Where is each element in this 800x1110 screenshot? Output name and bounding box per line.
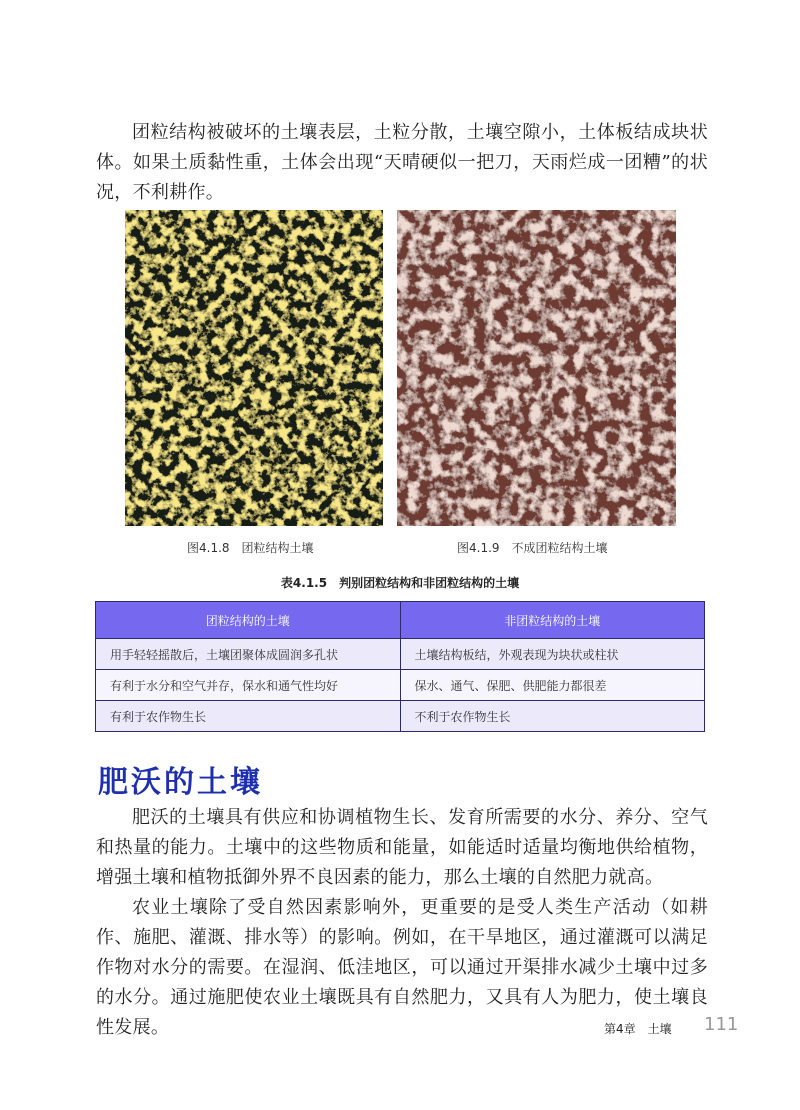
page-number: 111 <box>704 1014 739 1035</box>
table-header-non-granular: 非团粒结构的土壤 <box>400 602 705 639</box>
table-cell: 用手轻轻摇散后，土壤团聚体成圆润多孔状 <box>96 639 401 670</box>
non-granular-soil-photo <box>397 210 676 526</box>
table-cell: 保水、通气、保肥、供肥能力都很差 <box>400 670 705 701</box>
figure-caption-granular: 图4.1.8 团粒结构土壤 <box>187 541 314 555</box>
table-cell: 土壤结构板结，外观表现为块状或柱状 <box>400 639 705 670</box>
figure-caption-non-granular: 图4.1.9 不成团粒结构土壤 <box>457 541 608 555</box>
footer-chapter: 第4章 土壤 <box>604 1022 672 1036</box>
table-row <box>96 639 705 670</box>
table-row <box>96 670 705 701</box>
granular-soil-photo <box>125 210 383 526</box>
section-heading: 肥沃的土壤 <box>98 765 263 800</box>
table-header-row <box>96 602 705 639</box>
soil-comparison-table <box>95 601 705 732</box>
fertile-soil-paragraph: 肥沃的土壤具有供应和协调植物生长、发育所需要的水分、养分、空气和热量的能力。土壤中的这些物质和能量，如能适时适量均衡地供给植物，增强土壤和植物抵御外界不良因素的能力，那么土壤的自然肥力就高。 <box>96 807 708 888</box>
intro-paragraph: 团粒结构被破坏的土壤表层，土粒分散，土壤空隙小，土体板结成块状体。如果土质黏性重，土体会出现“天晴硬似一把刀，天雨烂成一团糟”的状况，不利耕作。 <box>96 122 708 203</box>
table-row <box>96 701 705 732</box>
table-title: 表4.1.5 判别团粒结构和非团粒结构的土壤 <box>280 576 520 590</box>
table-cell: 有利于农作物生长 <box>96 701 401 732</box>
table-header-granular: 团粒结构的土壤 <box>96 602 401 639</box>
table-cell: 不利于农作物生长 <box>400 701 705 732</box>
table-cell: 有利于水分和空气并存，保水和通气性均好 <box>96 670 401 701</box>
agricultural-soil-paragraph: 农业土壤除了受自然因素影响外，更重要的是受人类生产活动（如耕作、施肥、灌溉、排水等）的影响。例如，在干旱地区，通过灌溉可以满足作物对水分的需要。在湿润、低洼地区，可以通过开渠排水减少土壤中过多的水分。通过施肥使农业土壤既具有自然肥力，又具有人为肥力，使土壤良性发展。 <box>96 897 708 1038</box>
